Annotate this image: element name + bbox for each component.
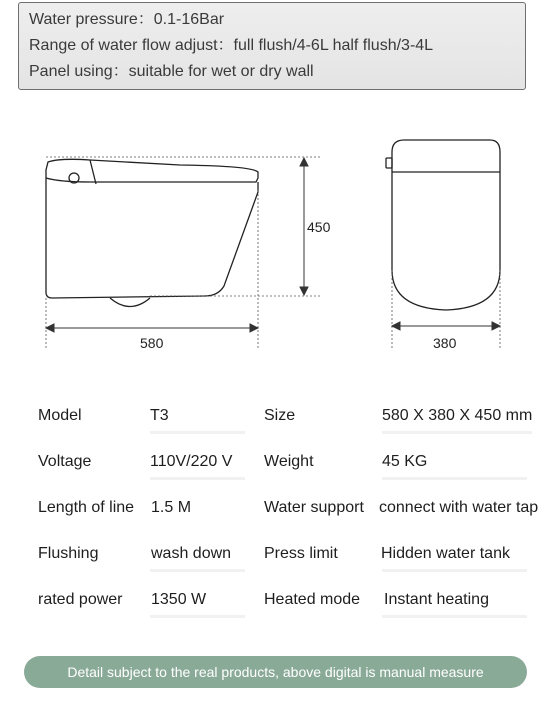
panel-using-text: Panel using：suitable for wet or dry wall [29,63,314,80]
spec-row [0,407,560,453]
spec-label-flushing: Flushing [38,545,99,562]
spec-label-size: Size [264,407,296,424]
underline [382,477,527,480]
toilet-side-view [46,159,258,306]
underline [382,615,527,618]
spec-row [0,591,560,637]
spec-value-rated-power: 1350 W [151,591,207,608]
spec-label-water-support: Water support [264,499,364,516]
spec-value-weight: 45 KG [382,453,428,470]
spec-value-voltage: 110V/220 V [150,453,233,470]
spec-value-model: T3 [150,407,169,424]
spec-value-press-limit: Hidden water tank [381,545,510,562]
width-label: 380 [433,335,457,351]
spec-value-size: 580 X 380 X 450 mm [382,407,533,424]
spec-label-rated-power: rated power [38,591,123,608]
spec-row [0,499,560,545]
spec-row [0,545,560,591]
underline [382,569,527,572]
underline [150,615,245,618]
spec-label-weight: Weight [264,453,314,470]
spec-value-flushing: wash down [151,545,232,562]
height-label: 450 [307,219,331,235]
spec-value-heated-mode: Instant heating [384,591,489,608]
spec-value-water-support: connect with water tap [379,499,539,516]
underline [150,569,245,572]
width-arrow [392,322,500,330]
toilet-top-view [386,140,500,310]
info-box [18,2,526,90]
spec-value-line-length: 1.5 M [151,499,192,516]
water-pressure-text: Water pressure：0.1-16Bar [29,11,225,28]
spec-label-model: Model [38,407,82,424]
underline [382,431,532,434]
length-arrow [46,324,258,332]
spec-row [0,453,560,499]
underline [150,477,245,480]
spec-label-press-limit: Press limit [264,545,338,562]
spec-label-heated-mode: Heated mode [264,591,361,608]
dimension-drawing [0,120,560,360]
length-label: 580 [140,335,164,351]
underline [150,431,245,434]
side-view-dimension-lines [46,157,322,348]
spec-label-voltage: Voltage [38,453,92,470]
water-flow-text: Range of water flow adjust：full flush/4-6L half flush/3-4L [29,37,434,54]
footer-note: Detail subject to the real products, above digital is manual measure [24,656,527,688]
spec-label-line-length: Length of line [38,499,135,516]
